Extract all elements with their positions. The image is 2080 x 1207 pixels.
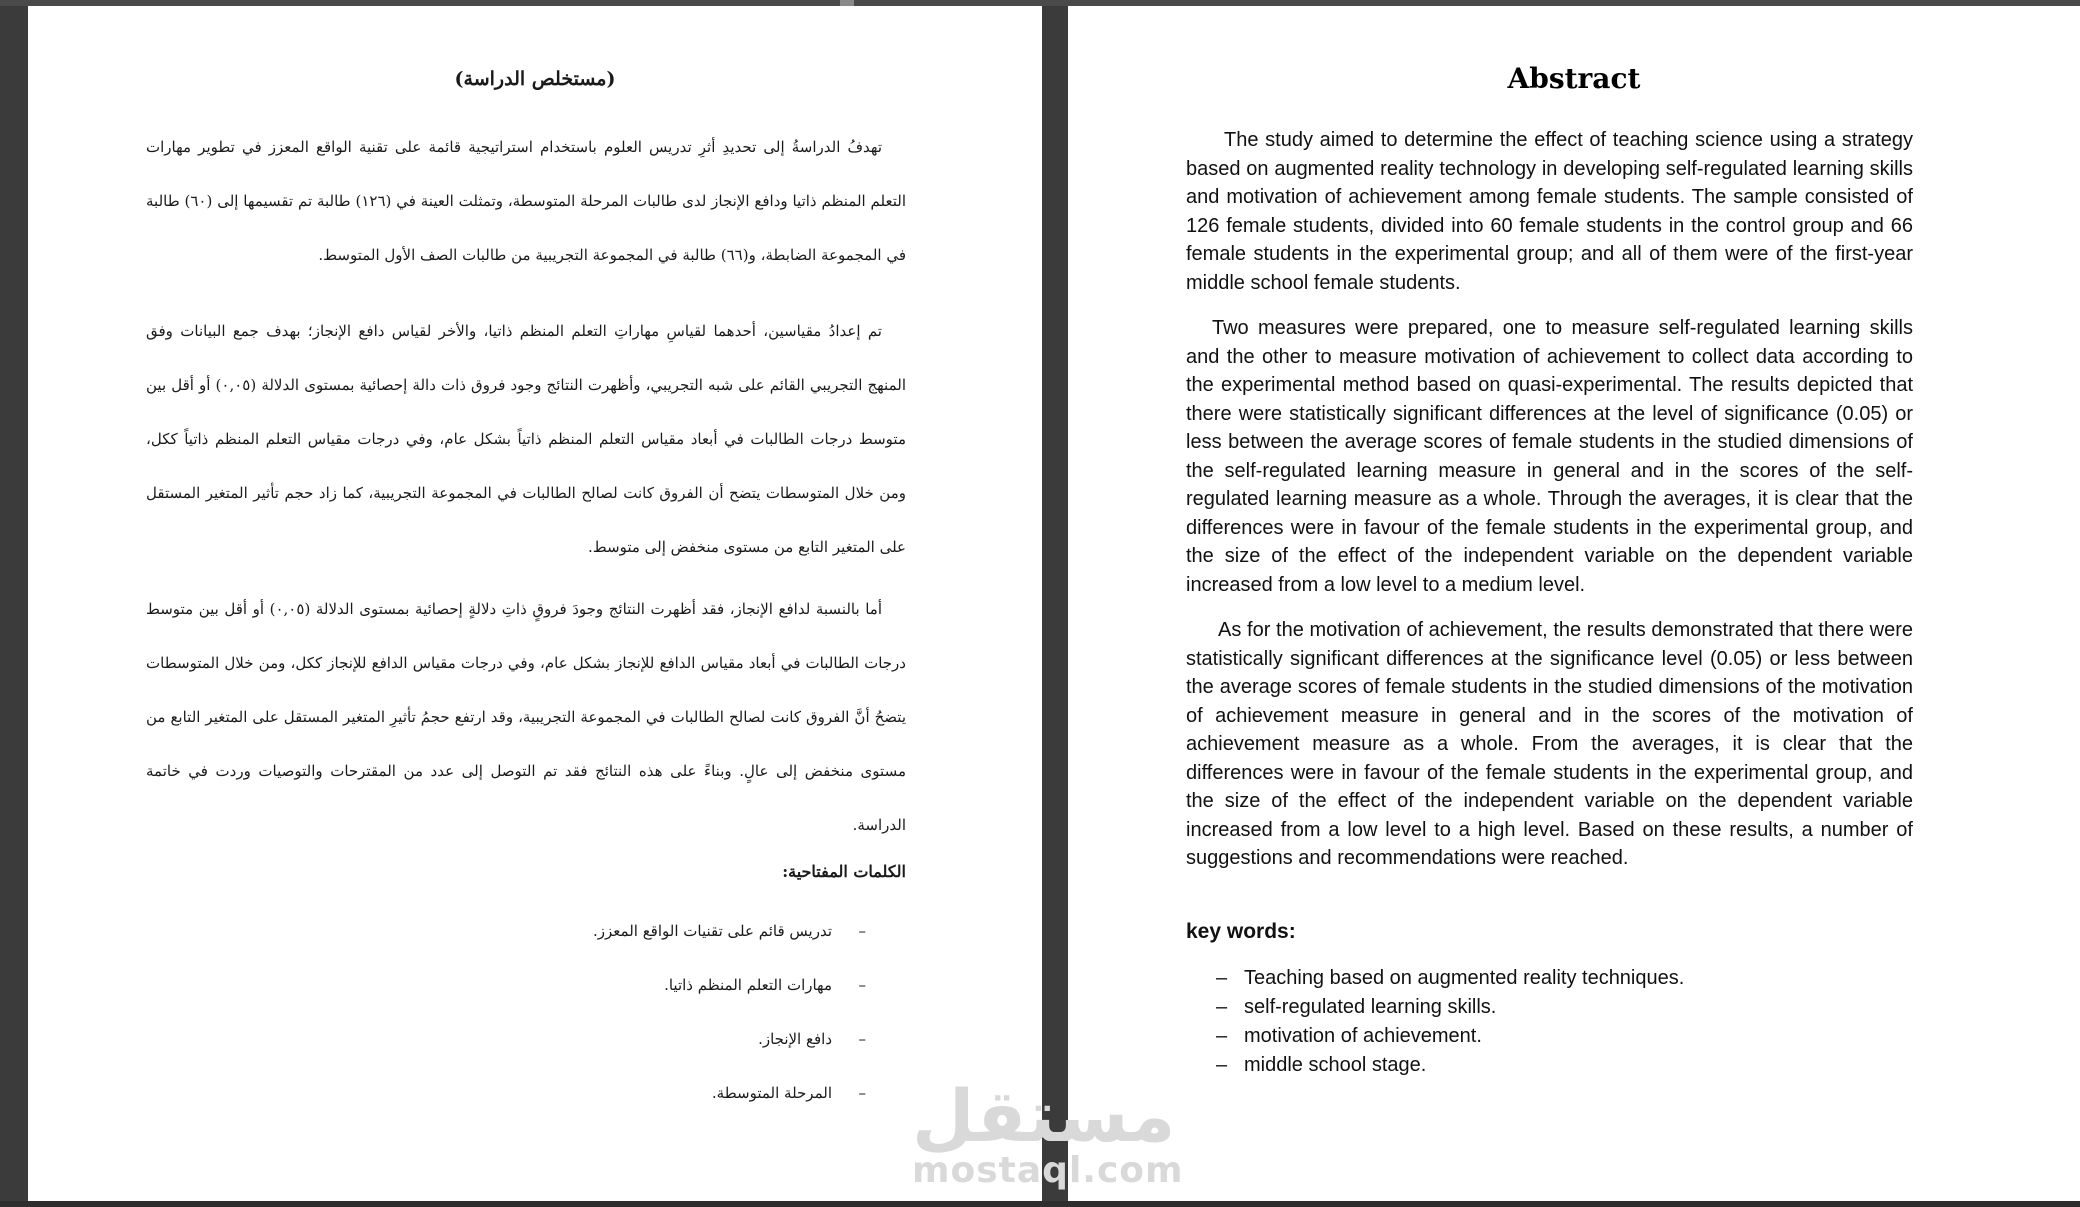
arabic-paragraph-3	[146, 582, 906, 852]
arabic-keyword: المرحلة المتوسطة.	[711, 1084, 832, 1102]
english-keyword: middle school stage.	[1244, 1054, 1427, 1076]
arabic-paragraph-text: تم إعدادُ مقياسين، أحدهما لقياسِ مهاراتِ التعلم المنظم ذاتيا، والأخر لقياس دافع الإنجاز؛ بهدف جمع البيانات وفق المنهج التجريبي القائم على شبه التجريبي، وأظهرت النتائج وجود فروق ذات دالة إحصائية بمستوى الدلالة (٠,٠٥) أو أقل بين متوسط درجات الطالبات في أبعاد مقياس التعلم المنظم ذاتياً بشكل عام، وفي درجات مقياس التعلم المنظم ذاتياً ككل، ومن خلال المتوسطات يتضح أن الفروق كانت لصالح الطالبات في المجموعة التجريبية، كما زاد حجم تأثير المتغير المستقل على المتغير التابع من مستوى منخفض إلى متوسط.	[146, 322, 906, 556]
arabic-paragraph-2	[146, 304, 906, 574]
watermark-latin-text: mostaql.com	[912, 1150, 1184, 1191]
list-item	[1216, 993, 1684, 1022]
viewer-bottom-strip	[0, 1201, 2080, 1207]
dash-bullet: –	[858, 1084, 866, 1102]
english-paragraph-text: Two measures were prepared, one to measure self-regulated learning skills and the other to measure motivation of achievement to collect data according to the experimental method based on quasi-experimental. The results depicted that there were statistically significant differences at the level of significance (0.05) or less between the average scores of female students in the studied dimensions of the self-regulated learning measure in general and in the scores of the self-regulated learning measure as a whole. Through the averages, it is clear that the differences were in favour of the female students in the experimental group, and the size of the effect of the independent variable on the dependent variable increased from a low level to a medium level.	[1186, 317, 1913, 596]
english-paragraph-text: As for the motivation of achievement, the results demonstrated that there were statistically significant differences at the significance level (0.05) or less between the average scores of female students in the studied dimensions of the motivation of achievement measure in general and in the scores of the motivation of achievement measure as a whole. From the averages, it is clear that the differences were in favour of the female students in the experimental group, and the size of the effect of the independent variable on the dependent variable increased from a low level to a high level. Based on these results, a number of suggestions and recommendations were reached.	[1186, 619, 1913, 869]
arabic-abstract-page	[28, 6, 1042, 1201]
english-paragraph-1	[1186, 126, 1913, 297]
list-item	[1216, 964, 1684, 993]
arabic-keywords-title: الكلمات المفتاحية:	[782, 862, 906, 881]
arabic-keyword: تدريس قائم على تقنيات الواقع المعزز.	[593, 922, 832, 940]
english-keyword: self-regulated learning skills.	[1244, 996, 1497, 1018]
list-item	[146, 958, 866, 1012]
arabic-keyword: مهارات التعلم المنظم ذاتيا.	[664, 976, 832, 994]
dash-bullet: –	[858, 1030, 866, 1048]
english-paragraph-3	[1186, 616, 1913, 873]
dash-bullet: –	[1216, 996, 1228, 1018]
english-page-title: Abstract	[1507, 62, 1641, 95]
english-keywords-title: key words:	[1186, 920, 1296, 943]
dash-bullet: –	[858, 976, 866, 994]
watermark-arabic-logo: مستقل	[912, 1074, 1176, 1158]
arabic-paragraph-1	[146, 120, 906, 282]
arabic-paragraph-text: أما بالنسبة لدافع الإنجاز، فقد أظهرت النتائج وجودَ فروقٍ ذاتِ دلالةٍ إحصائية بمستوى الدلالة (٠,٠٥) أو أقل بين متوسط درجات الطالبات في أبعاد مقياس الدافع للإنجاز بشكل عام، وفي درجات مقياس الدافع للإنجاز ككل، ومن خلال المتوسطات يتضحُ أنَّ الفروق كانت لصالح الطالبات في المجموعة التجريبية، وقد ارتفع حجمُ تأثيرِ المتغير المستقل على المتغير التابع من مستوى منخفض إلى عالٍ. وبناءً على هذه النتائج فقد تم التوصل إلى عدد من المقترحات والتوصيات وردت في خاتمة الدراسة.	[146, 600, 906, 834]
list-item	[1216, 1051, 1684, 1080]
list-item	[1216, 1022, 1684, 1051]
arabic-keywords-list	[146, 904, 866, 1120]
english-abstract-page	[1068, 6, 2080, 1201]
list-item	[146, 1066, 866, 1120]
list-item	[146, 1012, 866, 1066]
dash-bullet: –	[1216, 967, 1228, 989]
arabic-page-title: (مستخلص الدراسة)	[454, 68, 616, 90]
dash-bullet: –	[858, 922, 866, 940]
english-keyword: Teaching based on augmented reality techniques.	[1244, 967, 1685, 989]
english-paragraph-2	[1186, 314, 1913, 599]
dash-bullet: –	[1216, 1025, 1228, 1047]
arabic-keyword: دافع الإنجاز.	[758, 1030, 832, 1048]
dash-bullet: –	[1216, 1054, 1228, 1076]
english-keywords-list	[1216, 964, 1684, 1080]
english-keyword: motivation of achievement.	[1244, 1025, 1482, 1047]
arabic-paragraph-text: تهدفُ الدراسةُ إلى تحديدِ أثرِ تدريس العلوم باستخدام استراتيجية قائمة على تقنية الواقع المعزز في تطوير مهارات التعلم المنظم ذاتيا ودافع الإنجاز لدى طالبات المرحلة المتوسطة، وتمثلت العينة في (١٢٦) طالبة تم تقسيمها إلى (٦٠) طالبة في المجموعة الضابطة، و(٦٦) طالبة في المجموعة التجريبية من طالبات الصف الأول المتوسط.	[146, 138, 906, 264]
list-item	[146, 904, 866, 958]
english-paragraph-text: The study aimed to determine the effect of teaching science using a strategy based on augmented reality technology in developing self-regulated learning skills and motivation of achievement among female students. The sample consisted of 126 female students, divided into 60 female students in the control group and 66 female students in the experimental group; and all of them were of the first-year middle school female students.	[1186, 129, 1913, 294]
